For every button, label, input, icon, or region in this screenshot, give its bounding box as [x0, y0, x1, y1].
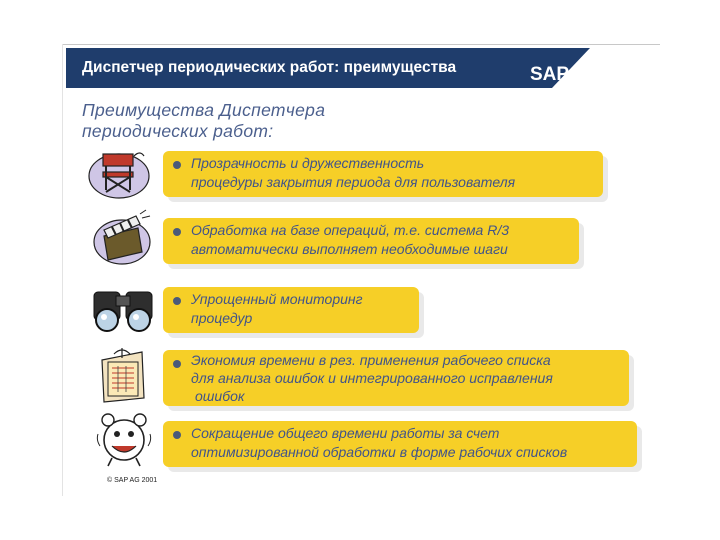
- clapperboard-icon: [90, 208, 154, 268]
- copyright-notice: © SAP AG 2001: [107, 477, 158, 484]
- section-heading-line-1: Преимущества Диспетчера: [82, 100, 326, 120]
- bullet-icon: [173, 228, 181, 236]
- bullet-icon: [173, 360, 181, 368]
- benefit-text-5: Сокращение общего времени работы за счет оптимизированной обработки в форме рабочих списков: [191, 425, 568, 460]
- director-chair-icon: [86, 146, 152, 202]
- sap-logo-text: SAP: [530, 64, 570, 85]
- benefit-item-3: [163, 287, 419, 333]
- top-divider: [62, 44, 660, 45]
- slide-title: Диспетчер периодических работ: преимущества: [66, 48, 528, 88]
- benefit-text-1: Прозрачность и дружественность процедуры закрытия периода для пользователя: [191, 155, 516, 190]
- bullet-icon: [173, 431, 181, 439]
- binoculars-icon: [90, 286, 156, 334]
- bullet-icon: [173, 161, 181, 169]
- section-heading-line-2: периодических работ:: [82, 121, 274, 141]
- alarm-clock-icon: [96, 408, 152, 470]
- section-heading: [82, 100, 325, 142]
- benefit-item-4: [163, 350, 629, 406]
- benefit-text-4: Экономия времени в рез. применения рабочего списка для анализа ошибок и интегрированного исправления ошибок: [191, 352, 553, 404]
- benefit-item-5: [163, 421, 637, 467]
- bullet-icon: [173, 297, 181, 305]
- benefit-item-1: [163, 151, 603, 197]
- benefit-text-2: Обработка на базе операций, т.е. система R/3 автоматически выполняет необходимые шаги: [191, 222, 510, 257]
- benefit-text-3: Упрощенный мониторинг процедур: [191, 291, 363, 326]
- clipboard-list-icon: [94, 346, 150, 404]
- benefit-item-2: [163, 218, 579, 264]
- sap-logo: [528, 48, 590, 88]
- left-divider: [62, 44, 63, 496]
